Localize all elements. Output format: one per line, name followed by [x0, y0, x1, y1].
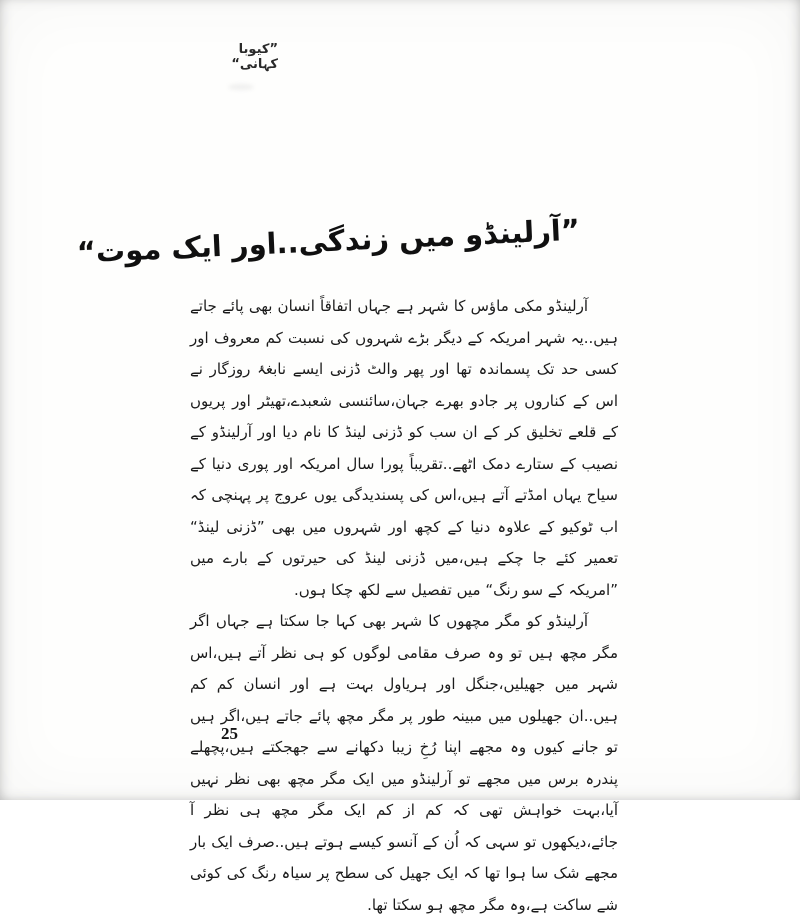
body-text: [190, 291, 618, 921]
paragraph-2: آرلینڈو کو مگر مچھوں کا شہر بھی کہا جا سکتا ہے جہاں اگر مگر مچھ ہیں تو وہ صرف مقامی لوگوں کو ہی نظر آتے ہیں،اس شہر میں جھیلیں،جنگل اور ہریاول بہت ہے اور انسان کم کم ہیں..ان جھیلوں میں مبینہ طور پر مگر مچھ پائے جاتے ہیں،اگر ہیں تو جانے کیوں وہ مجھے اپنا رُخِ زیبا دکھانے سے جھجکتے ہیں،پچھلے پندرہ برس میں مجھے تو آرلینڈو میں ایک مگر مچھ بھی نظر نہیں آیا،بہت خواہش تھی کہ کم از کم ایک مگر مچھ ہی نظر آ جائے،دیکھوں تو سہی کہ اُن کے آنسو کیسے ہوتے ہیں..صرف ایک بار مجھے شک سا ہوا تھا کہ ایک جھیل کی سطح پر سیاہ رنگ کی کوئی شے ساکت ہے،وہ مگر مچھ ہو سکتا تھا.: [190, 606, 618, 921]
chapter-title: ”آرلینڈو میں زندگی..اور ایک موت“: [254, 213, 580, 262]
paragraph-1: آرلینڈو مکی ماؤس کا شہر ہے جہاں اتفاقاً انسان بھی پائے جاتے ہیں..یہ شہر امریکہ کے دیگر بڑے شہروں کی نسبت کم معروف اور کسی حد تک پسماندہ تھا اور پھر والٹ ڈزنی ایسے نابغۂ روزگار نے اس کے کناروں پر جادو بھرے جہان،سائنسی شعبدے،تھیٹر اور پریوں کے قلعے تخلیق کر کے ان سب کو ڈزنی لینڈ کا نام دیا اور آرلینڈو کے نصیب کے ستارے دمک اٹھے..تقریباً پورا سال امریکہ اور پوری دنیا کے سیاح یہاں امڈتے آتے ہیں،اس کی پسندیدگی یوں عروج پر پہنچی کہ اب ٹوکیو کے علاوہ دنیا کے کچھ اور شہروں میں بھی ”ڈزنی لینڈ“ تعمیر کئے جا چکے ہیں،میں ڈزنی لینڈ کی حیرتوں کے بارے میں ”امریکہ کے سو رنگ“ میں تفصیل سے لکھ چکا ہوں.: [190, 291, 618, 606]
running-header: ”کیوبا کہانی“: [208, 42, 278, 72]
scan-smudge: [228, 84, 254, 90]
page-number: 25: [221, 724, 238, 744]
